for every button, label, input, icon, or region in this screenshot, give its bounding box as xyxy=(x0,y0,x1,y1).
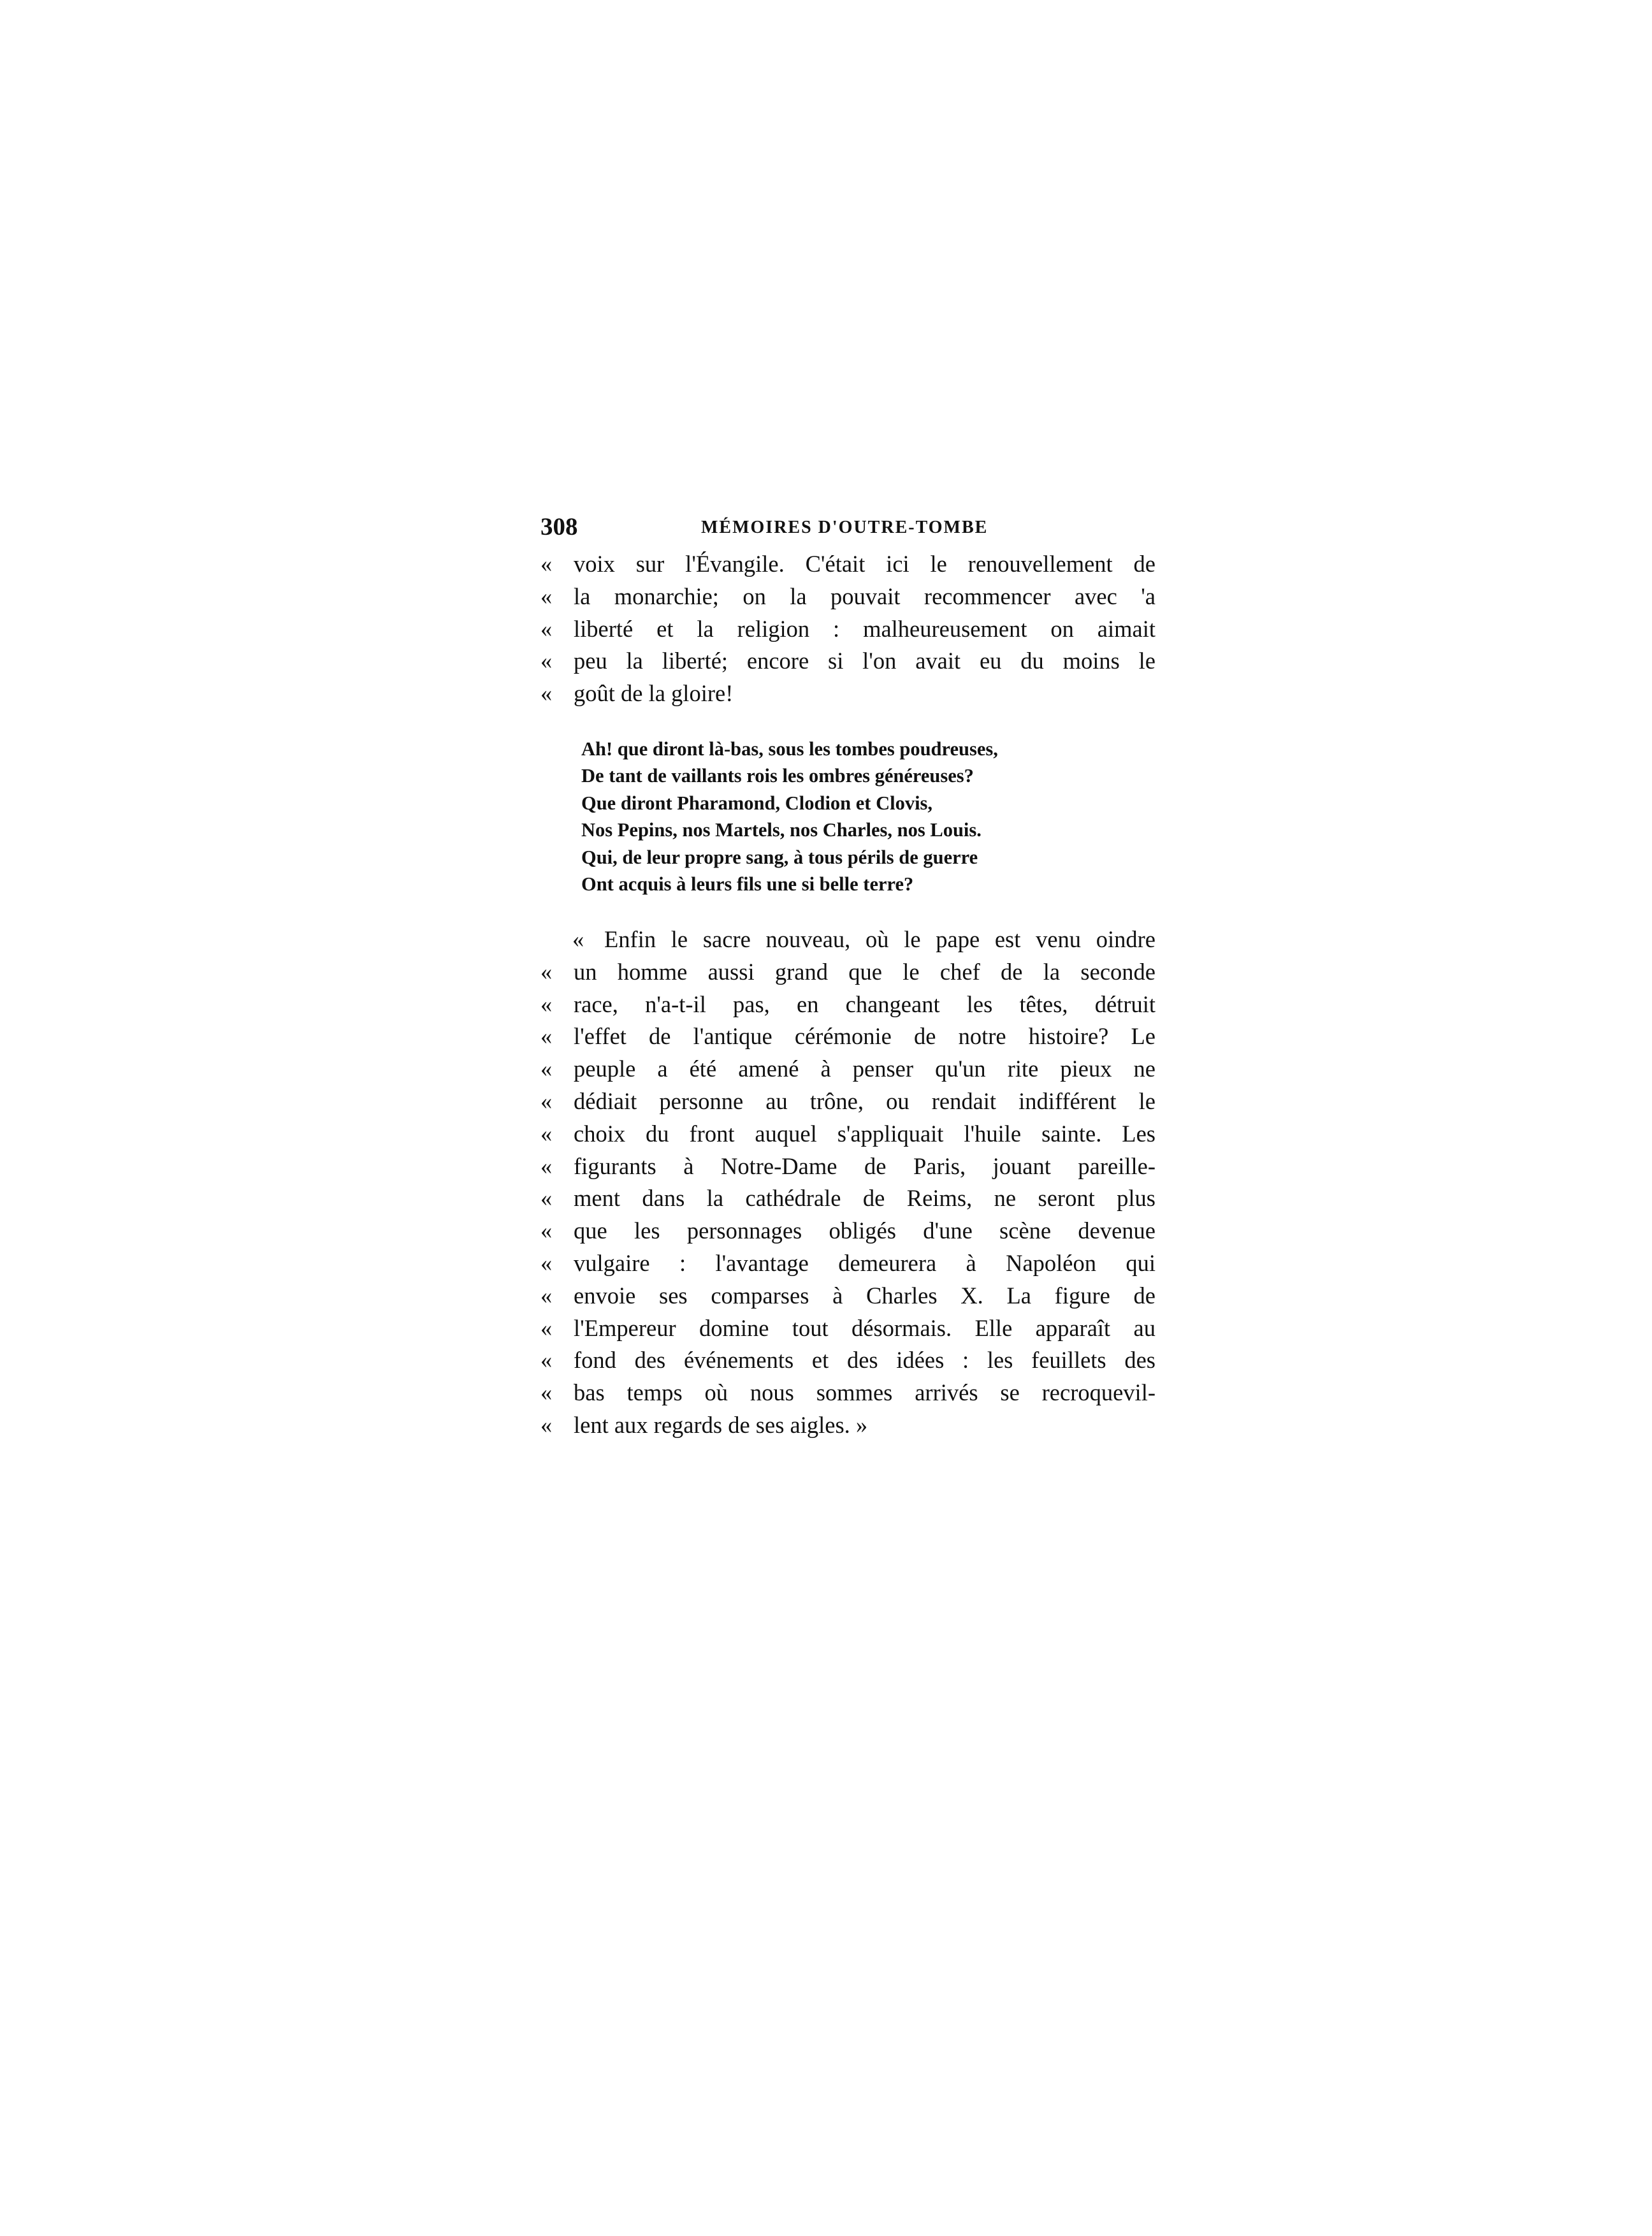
line-text: dédiait personne au trône, ou rendait indifférent le xyxy=(574,1087,1156,1114)
quote-mark: « xyxy=(540,1056,553,1082)
line-text: l'effet de l'antique cérémonie de notre histoire? Le xyxy=(574,1023,1156,1050)
verse-line: Qui, de leur propre sang, à tous périls de guerre xyxy=(581,846,978,868)
quote-mark: « xyxy=(540,958,553,985)
line-text: ment dans la cathédrale de Reims, ne seront plus xyxy=(574,1185,1156,1212)
text-line xyxy=(540,581,1156,613)
text-line xyxy=(540,1020,1156,1053)
text-line xyxy=(540,1312,1156,1345)
running-title: MÉMOIRES D'OUTRE-TOMBE xyxy=(701,518,989,537)
text-line xyxy=(540,1215,1156,1247)
quote-mark: « xyxy=(540,1411,553,1438)
paragraph-2 xyxy=(540,924,1156,1442)
quote-mark: « xyxy=(540,615,553,642)
text-line xyxy=(540,678,1156,710)
line-text: choix du front auquel s'appliquait l'huile sainte. Les xyxy=(574,1120,1156,1147)
quote-mark: « xyxy=(540,1087,553,1114)
line-text: vulgaire : l'avantage demeurera à Napoléon qui xyxy=(574,1249,1156,1276)
line-text: race, n'a-t-il pas, en changeant les têtes, détruit xyxy=(574,991,1156,1017)
quote-mark: « xyxy=(540,680,553,707)
line-text: peu la liberté; encore si l'on avait eu du moins le xyxy=(574,648,1156,674)
verse-line: Ont acquis à leurs fils une si belle terre? xyxy=(581,873,914,896)
line-text: goût de la gloire! xyxy=(574,680,734,707)
line-text: un homme aussi grand que le chef de la seconde xyxy=(574,958,1156,985)
text-line xyxy=(540,1247,1156,1280)
line-text: liberté et la religion : malheureusement on aimait xyxy=(574,615,1156,642)
text-line xyxy=(540,1409,1156,1442)
text-line xyxy=(540,548,1156,581)
line-text: l'Empereur domine tout désormais. Elle apparaît au xyxy=(574,1314,1156,1341)
paragraph-1 xyxy=(540,548,1156,710)
text-line xyxy=(540,1344,1156,1377)
line-text: que les personnages obligés d'une scène devenue xyxy=(574,1217,1156,1244)
quote-mark: « xyxy=(572,926,584,952)
line-text: voix sur l'Évangile. C'était ici le renouvellement de xyxy=(574,551,1156,577)
text-line xyxy=(540,956,1156,989)
text-line xyxy=(540,1280,1156,1312)
quote-mark: « xyxy=(540,583,553,609)
line-text: fond des événements et des idées : les feuillets des xyxy=(574,1347,1156,1374)
quote-mark: « xyxy=(540,1023,553,1050)
quote-mark: « xyxy=(540,648,553,674)
text-line xyxy=(540,989,1156,1021)
verse-quotation xyxy=(581,736,1156,898)
line-text: envoie ses comparses à Charles X. La figure de xyxy=(574,1282,1156,1309)
text-line xyxy=(540,1053,1156,1085)
page-text-block xyxy=(540,510,1156,1442)
quote-mark: « xyxy=(540,1282,553,1309)
quote-mark: « xyxy=(540,551,553,577)
line-text: peuple a été amené à penser qu'un rite pieux ne xyxy=(574,1056,1156,1082)
text-line xyxy=(540,1182,1156,1215)
line-text: Enfin le sacre nouveau, où le pape est venu oindre xyxy=(604,926,1156,952)
text-line xyxy=(540,1085,1156,1118)
quote-mark: « xyxy=(540,1152,553,1179)
quote-mark: « xyxy=(540,1314,553,1341)
running-header xyxy=(540,510,1156,548)
text-line xyxy=(540,924,1156,956)
text-line xyxy=(540,1118,1156,1151)
quote-mark: « xyxy=(540,1249,553,1276)
text-line xyxy=(540,645,1156,678)
text-line xyxy=(540,613,1156,646)
text-line xyxy=(540,1151,1156,1183)
quote-mark: « xyxy=(540,1347,553,1374)
verse-line: De tant de vaillants rois les ombres généreuses? xyxy=(581,765,974,787)
quote-mark: « xyxy=(540,991,553,1017)
quote-mark: « xyxy=(540,1185,553,1212)
line-text: la monarchie; on la pouvait recommencer avec 'a xyxy=(574,583,1156,609)
quote-mark: « xyxy=(540,1217,553,1244)
verse-line: Ah! que diront là-bas, sous les tombes poudreuses, xyxy=(581,737,998,760)
page-number: 308 xyxy=(540,513,578,541)
text-line xyxy=(540,1377,1156,1409)
line-text: bas temps où nous sommes arrivés se recroquevil- xyxy=(574,1379,1156,1406)
line-text: figurants à Notre-Dame de Paris, jouant pareille- xyxy=(574,1152,1156,1179)
verse-line: Que diront Pharamond, Clodion et Clovis, xyxy=(581,792,933,814)
quote-mark: « xyxy=(540,1120,553,1147)
quote-mark: « xyxy=(540,1379,553,1406)
line-text: lent aux regards de ses aigles. » xyxy=(574,1411,868,1438)
verse-line: Nos Pepins, nos Martels, nos Charles, nos Louis. xyxy=(581,819,982,841)
